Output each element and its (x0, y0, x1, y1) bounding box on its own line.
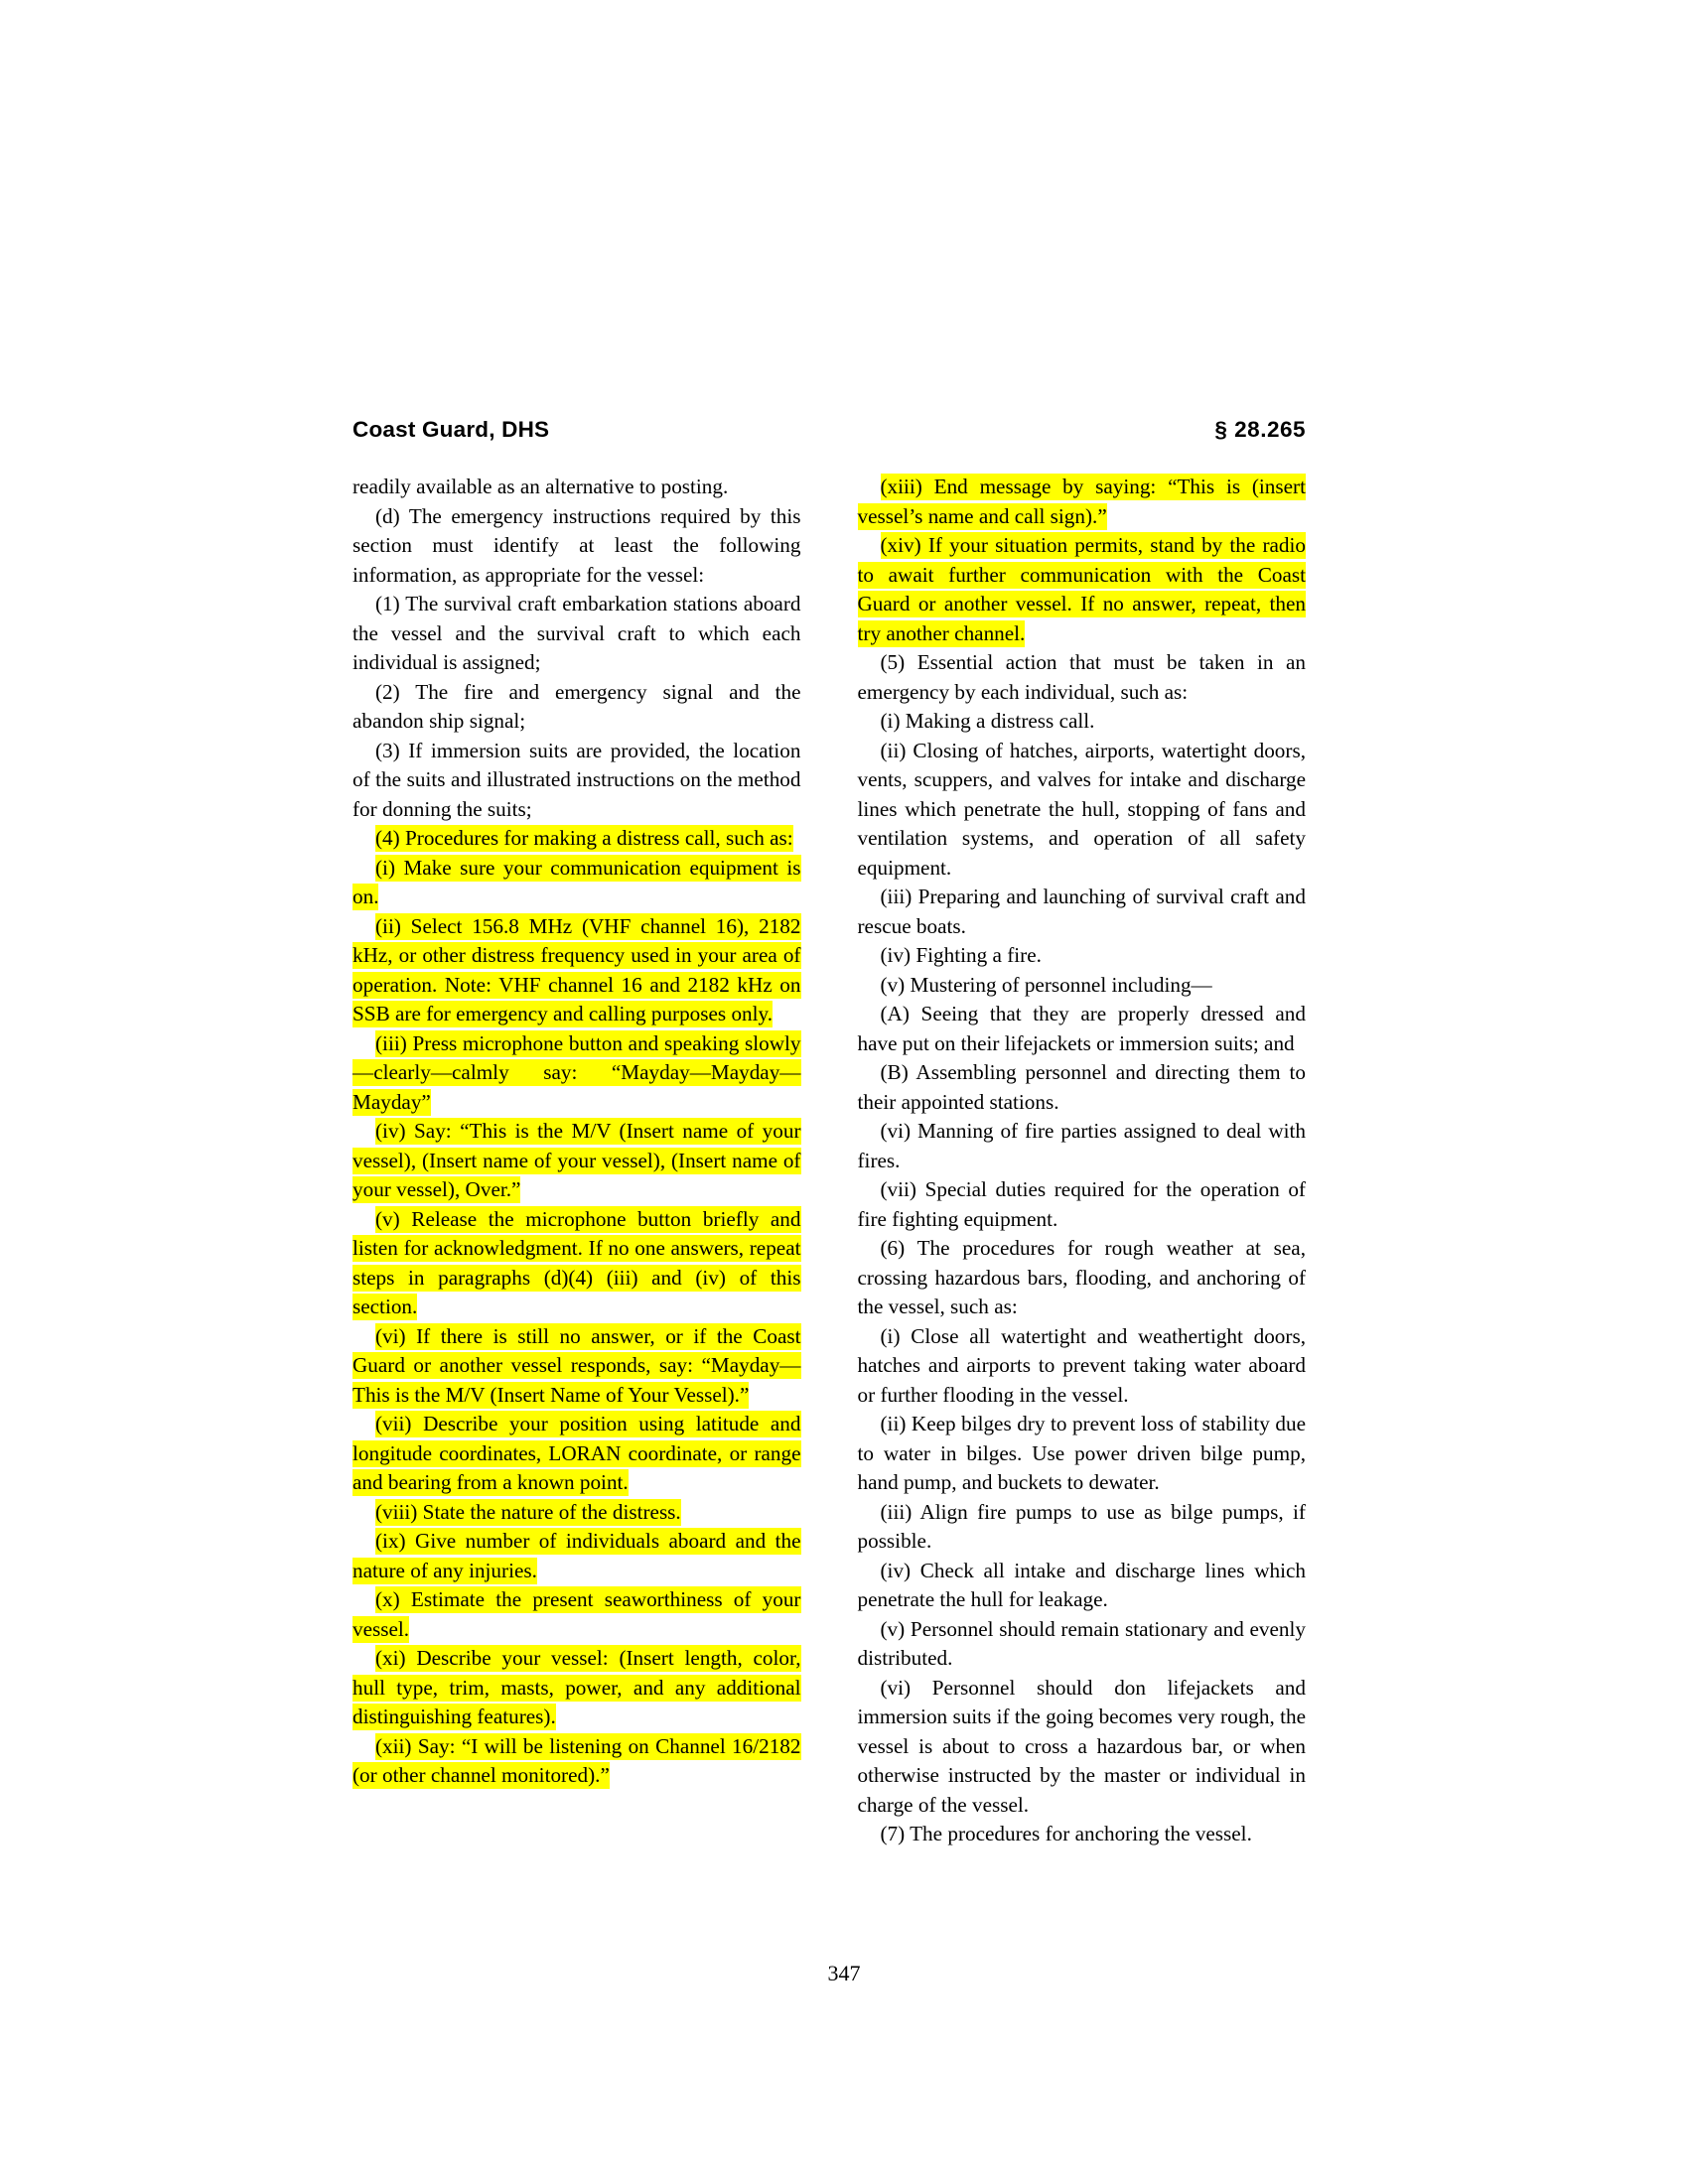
paragraph-d-7: (7) The procedures for anchoring the vessel. (880, 1822, 1252, 1845)
paragraph-d-1: (1) The survival craft embarkation stations aboard the vessel and the survival craft to which each individual is assigned; (352, 592, 801, 674)
highlight-mark: (ii) Select 156.8 MHz (VHF channel 16), 2182 kHz, or other distress frequency used in your area of operation. Note: VHF channel 16 and 2182 kHz on SSB are for emergency and calling purposes only. (352, 913, 801, 1025)
paragraph-d: (d) The emergency instructions required by this section must identify at least the following information, as appropriate for the vessel: (352, 503, 801, 587)
highlight-mark: (iii) Press microphone button and speaking slowly—clearly—calmly say: “Mayday—Mayday—Mayday” (352, 1030, 801, 1114)
highlight-mark: (v) Release the microphone button briefly and listen for acknowledgment. If no one answers, repeat steps in paragraphs (d)(4) (iii) and (iv) of this section. (352, 1206, 801, 1318)
highlight-mark: (vi) If there is still no answer, or if the Coast Guard or another vessel responds, say: “Mayday—This is the M/V (Insert Name of Your Vessel).” (352, 1323, 801, 1407)
highlight-mark: (ix) Give number of individuals aboard and the nature of any injuries. (352, 1529, 801, 1582)
right-column (858, 473, 1307, 1849)
highlight-mark: (xii) Say: “I will be listening on Channel 16/2182 (or other channel monitored).” (352, 1733, 801, 1787)
paragraph-cont-c: readily available as an alternative to posting. (352, 475, 729, 498)
highlight-mark: (xiii) End message by saying: “This is (insert vessel’s name and call sign).” (857, 475, 1306, 528)
highlight-mark: (vii) Describe your position using latitude and longitude coordinates, LORAN coordinate, or range and bearing from a known point. (352, 1412, 801, 1494)
highlight-mark: (xi) Describe your vessel: (Insert length, color, hull type, trim, masts, power, and any additional distinguishing features). (352, 1646, 801, 1728)
paragraph-d-5-v: (v) Mustering of personnel including— (880, 972, 1212, 997)
paragraph-d-6-ii: (ii) Keep bilges dry to prevent loss of stability due to water in bilges. Use power driven bilge pump, hand pump, and buckets to dewater. (857, 1412, 1306, 1494)
paragraph-d-4-vi (352, 1322, 801, 1411)
paragraph-d-4-xii (352, 1732, 801, 1791)
paragraph-d-5-i: (i) Making a distress call. (880, 709, 1095, 733)
paragraph-d-5-ii: (ii) Closing of hatches, airports, watertight doors, vents, scuppers, and valves for intake and discharge lines which penetrate the hull, stopping of fans and ventilation systems, and operation of all safety equipment. (857, 738, 1306, 880)
highlight-mark: (x) Estimate the present seaworthiness of your vessel. (352, 1587, 801, 1641)
highlight-mark: (viii) State the nature of the distress. (375, 1499, 681, 1524)
paragraph-d-4-iii (352, 1029, 801, 1118)
paragraph-d-4-xiii (858, 473, 1307, 531)
paragraph-d-6-iv: (iv) Check all intake and discharge lines which penetrate the hull for leakage. (857, 1558, 1306, 1611)
paragraph-d-5-v-B: (B) Assembling personnel and directing them to their appointed stations. (857, 1060, 1306, 1114)
paragraph-d-5-v-A: (A) Seeing that they are properly dressed and have put on their lifejackets or immersion suits; and (857, 1002, 1306, 1055)
page-content (352, 417, 1306, 1849)
paragraph-d-4 (352, 824, 801, 854)
running-head-right: § 28.265 (1214, 417, 1306, 442)
paragraph-d-3: (3) If immersion suits are provided, the location of the suits and illustrated instructions on the method for donning the suits; (352, 738, 801, 821)
paragraph-d-5: (5) Essential action that must be taken in an emergency by each individual, such as: (857, 650, 1306, 704)
paragraph-d-5-iii: (iii) Preparing and launching of survival craft and rescue boats. (857, 885, 1306, 938)
running-head-left: Coast Guard, DHS (352, 417, 550, 442)
highlight-mark: (i) Make sure your communication equipment is on. (352, 855, 801, 908)
paragraph-d-4-viii (352, 1498, 801, 1528)
paragraph-d-5-vii: (vii) Special duties required for the operation of fire fighting equipment. (857, 1177, 1306, 1231)
running-head (352, 417, 1306, 443)
paragraph-d-4-x (352, 1585, 801, 1644)
paragraph-d-5-vi: (vi) Manning of fire parties assigned to deal with fires. (857, 1119, 1306, 1172)
paragraph-d-6-v: (v) Personnel should remain stationary and evenly distributed. (857, 1616, 1306, 1670)
paragraph-d-5-iv: (iv) Fighting a fire. (880, 943, 1042, 967)
paragraph-d-6-vi: (vi) Personnel should don lifejackets and immersion suits if the going becomes very rough, the vessel is about to cross a hazardous bar, or when otherwise instructed by the master or individual in charge of the vessel. (857, 1675, 1306, 1817)
paragraph-d-2: (2) The fire and emergency signal and the abandon ship signal; (352, 679, 801, 733)
left-column (352, 473, 801, 1791)
highlight-mark: (4) Procedures for making a distress call, such as: (375, 826, 793, 850)
paragraph-d-4-ix (352, 1527, 801, 1585)
highlight-mark: (xiv) If your situation permits, stand by the radio to await further communication with the Coast Guard or another vessel. If no answer, repeat, then try another channel. (857, 533, 1306, 645)
paragraph-d-6: (6) The procedures for rough weather at sea, crossing hazardous bars, flooding, and anchoring of the vessel, such as: (857, 1236, 1306, 1318)
paragraph-d-4-ii (352, 912, 801, 1029)
paragraph-d-6-iii: (iii) Align fire pumps to use as bilge pumps, if possible. (857, 1499, 1306, 1553)
paragraph-d-6-i: (i) Close all watertight and weathertight doors, hatches and airports to prevent taking water aboard or further flooding in the vessel. (857, 1323, 1306, 1407)
paragraph-d-4-xi (352, 1644, 801, 1732)
two-column-body (352, 473, 1306, 1849)
highlight-mark: (iv) Say: “This is the M/V (Insert name of your vessel), (Insert name of your vessel), (Insert name of your vessel), Over.” (352, 1119, 801, 1201)
paragraph-d-4-i (352, 854, 801, 912)
paragraph-d-4-iv (352, 1117, 801, 1205)
paragraph-d-4-v (352, 1205, 801, 1322)
paragraph-d-4-vii (352, 1410, 801, 1498)
paragraph-d-4-xiv (858, 531, 1307, 648)
page-number: 347 (827, 1961, 861, 1985)
